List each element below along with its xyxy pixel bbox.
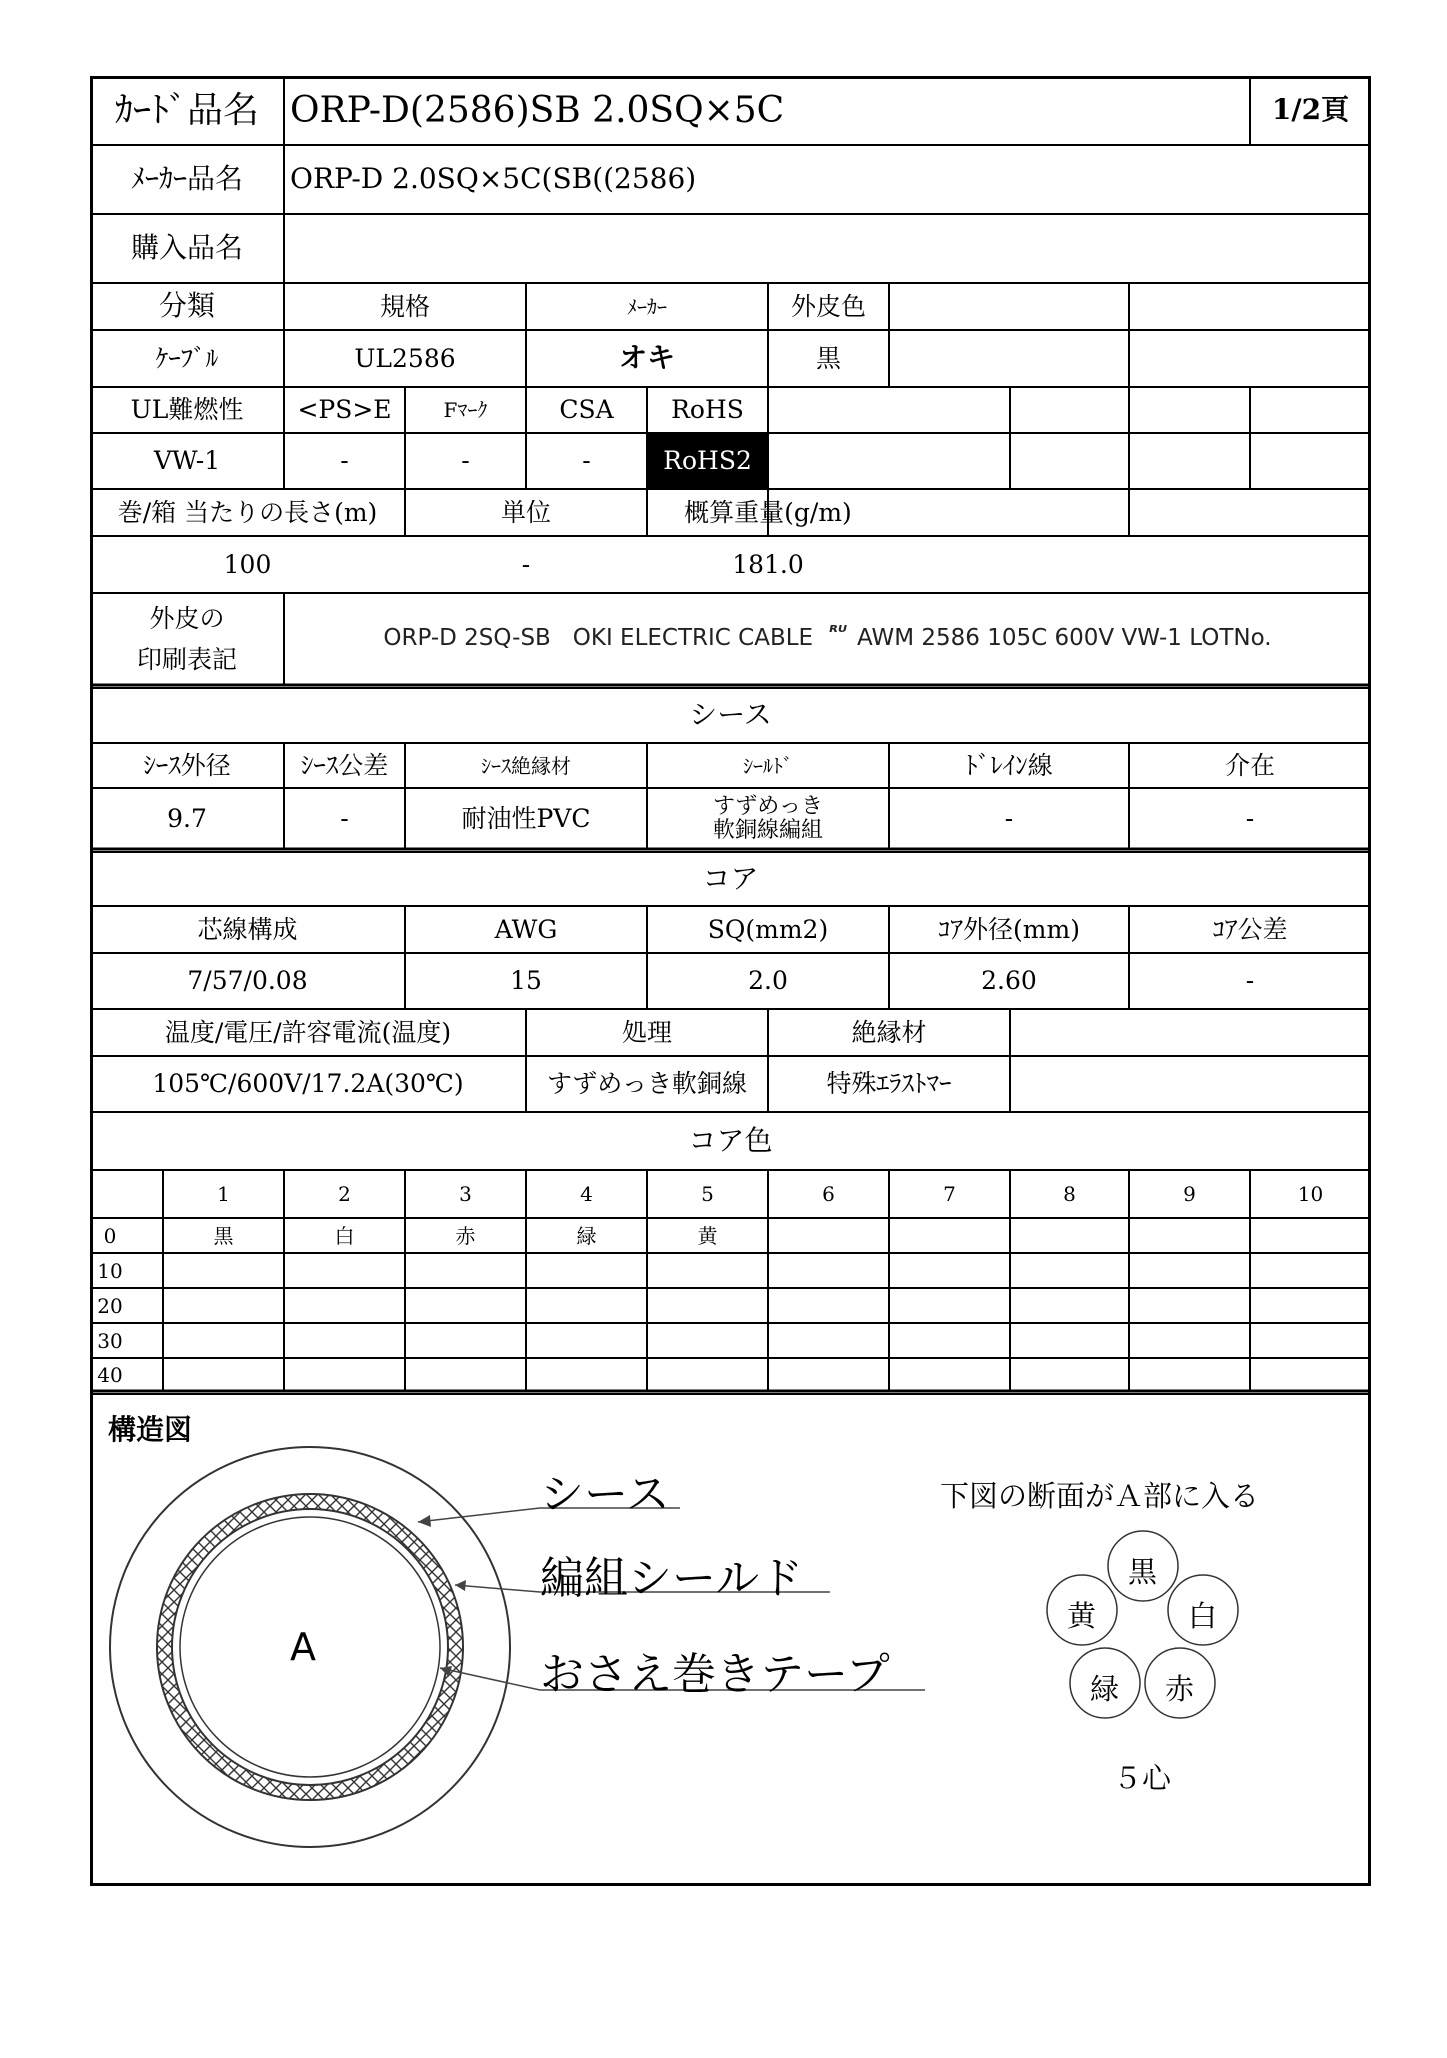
- core-color-cell: 赤: [455, 1223, 476, 1248]
- core-label-white: 白: [1188, 1599, 1218, 1633]
- sheath-tolerance-label: ｼｰｽ公差: [300, 750, 389, 780]
- page-number: 1/2頁: [1271, 93, 1350, 127]
- core-color-cell: 黒: [213, 1223, 234, 1248]
- standard-label: 規格: [379, 291, 430, 321]
- cross-section-note: 下図の断面がＡ部に入る: [940, 1479, 1260, 1513]
- maker-name-label: ﾒｰｶｰ品名: [130, 162, 243, 196]
- rohs-label: RoHS: [671, 395, 744, 425]
- core-color-column-header: 3: [459, 1182, 472, 1206]
- pse-value: -: [340, 446, 349, 476]
- treatment-value: すずめっき軟銅線: [546, 1069, 747, 1099]
- ul-flame-label: UL難燃性: [130, 395, 244, 425]
- awg-label: AWG: [494, 914, 558, 944]
- core-color-row-label: 10: [97, 1258, 123, 1283]
- sheath-od-value: 9.7: [167, 803, 207, 833]
- printing-label-line2: 印刷表記: [136, 645, 237, 674]
- ul-flame-value: VW-1: [153, 446, 221, 476]
- core-color-column-header: 4: [580, 1182, 593, 1206]
- core-color-row-label: 0: [103, 1223, 117, 1248]
- outer-color-value: 黒: [815, 343, 841, 373]
- core-color-row-label: 40: [97, 1362, 123, 1387]
- classification-label: 分類: [158, 289, 215, 323]
- outer-color-label: 外皮色: [790, 291, 866, 321]
- sq-label: SQ(mm2): [707, 914, 829, 944]
- sheath-callout-label: シース: [540, 1469, 670, 1520]
- classification-value: ｹｰﾌﾞﾙ: [155, 343, 219, 373]
- maker-label: ﾒｰｶｰ: [627, 294, 667, 319]
- core-label-yellow: 黄: [1067, 1599, 1097, 1633]
- core-color-column-header: 7: [943, 1182, 956, 1206]
- weight-label: 概算重量(g/m): [684, 497, 852, 527]
- sheath-tolerance-value: -: [340, 803, 349, 833]
- cross-section-center-label: A: [290, 1625, 316, 1669]
- core-tolerance-label: ｺｱ公差: [1212, 914, 1288, 944]
- shield-value-line1: すずめっき: [712, 794, 823, 820]
- core-label-red: 赤: [1165, 1672, 1195, 1706]
- core-color-cell: 緑: [576, 1223, 597, 1248]
- core-color-column-header: 5: [701, 1182, 714, 1206]
- awg-value: 15: [510, 966, 542, 996]
- drain-wire-label: ﾄﾞﾚｲﾝ線: [965, 750, 1053, 780]
- core-od-value: 2.60: [981, 966, 1037, 996]
- drain-wire-value: -: [1004, 803, 1014, 833]
- core-color-cell: 白: [334, 1223, 355, 1248]
- core-color-cell: 黄: [697, 1223, 718, 1248]
- temp-voltage-current-value: 105℃/600V/17.2A(30℃): [152, 1069, 464, 1099]
- conductor-structure-value: 7/57/0.08: [187, 966, 308, 996]
- core-label-green: 緑: [1090, 1672, 1120, 1706]
- core-color-row-label: 30: [97, 1328, 123, 1353]
- core-color-section-title: コア色: [688, 1123, 773, 1157]
- insulation-label: 絶縁材: [851, 1017, 927, 1047]
- csa-label: CSA: [559, 395, 614, 425]
- printing-label-line1: 外皮の: [149, 603, 225, 633]
- length-per-reel-value: 100: [223, 549, 272, 579]
- printing-text-before: ORP-D 2SQ-SB OKI ELECTRIC CABLE: [383, 625, 814, 652]
- sheath-section-title: シース: [689, 698, 772, 732]
- filler-value: -: [1245, 803, 1255, 833]
- core-color-column-header: 6: [822, 1182, 835, 1206]
- card-name-label: ｶｰﾄﾞ品名: [114, 89, 259, 131]
- unit-label: 単位: [500, 497, 551, 527]
- filler-label: 介在: [1224, 750, 1275, 780]
- core-color-row-label: 20: [97, 1293, 123, 1318]
- core-color-column-header: 2: [338, 1182, 351, 1206]
- core-section-title: コア: [702, 861, 759, 895]
- insulation-value: 特殊ｴﾗｽﾄﾏｰ: [826, 1069, 952, 1099]
- shield-label: ｼｰﾙﾄﾞ: [743, 753, 793, 778]
- sheath-insulation-label: ｼｰｽ絶縁材: [481, 753, 571, 778]
- pse-label: <PS>E: [297, 395, 392, 425]
- tape-callout-label: おさえ巻きテープ: [540, 1649, 890, 1700]
- core-od-label: ｺｱ外径(mm): [938, 914, 1080, 944]
- structure-title: 構造図: [108, 1413, 193, 1446]
- purchase-name-label: 購入品名: [130, 231, 243, 265]
- core-color-column-header: 9: [1183, 1182, 1196, 1206]
- core-color-column-header: 10: [1297, 1182, 1324, 1206]
- rohs-value: RoHS2: [647, 434, 768, 488]
- core-count-label: ５心: [1113, 1761, 1172, 1795]
- sq-value: 2.0: [748, 966, 788, 996]
- card-name-value: ORP-D(2586)SB 2.0SQ×5C: [290, 89, 785, 131]
- braid-shield-callout-label: 編組シールド: [540, 1553, 804, 1604]
- maker-name-value: ORP-D 2.0SQ×5C(SB((2586): [290, 162, 697, 196]
- length-per-reel-label: 巻/箱 当たりの長さ(m): [117, 497, 378, 527]
- treatment-label: 処理: [621, 1017, 672, 1047]
- maker-value: オキ: [618, 341, 675, 375]
- sheath-insulation-value: 耐油性PVC: [461, 803, 591, 833]
- temp-voltage-current-label: 温度/電圧/許容電流(温度): [164, 1017, 452, 1047]
- weight-value: 181.0: [732, 549, 804, 579]
- csa-value: -: [582, 446, 591, 476]
- core-tolerance-value: -: [1245, 966, 1255, 996]
- sheath-od-label: ｼｰｽ外径: [143, 750, 231, 780]
- core-label-black: 黒: [1128, 1555, 1158, 1589]
- unit-value: -: [521, 549, 531, 579]
- standard-value: UL2586: [354, 343, 456, 373]
- core-color-column-header: 8: [1063, 1182, 1076, 1206]
- ul-logo-icon: ᴿᵁ: [829, 622, 848, 644]
- f-mark-value: -: [461, 446, 470, 476]
- f-mark-label: Fﾏｰｸ: [443, 398, 488, 422]
- shield-value-line2: 軟銅線編組: [712, 817, 823, 843]
- printing-text-after: AWM 2586 105C 600V VW-1 LOTNo.: [857, 625, 1272, 652]
- conductor-structure-label: 芯線構成: [197, 914, 298, 944]
- core-color-column-header: 1: [217, 1182, 230, 1206]
